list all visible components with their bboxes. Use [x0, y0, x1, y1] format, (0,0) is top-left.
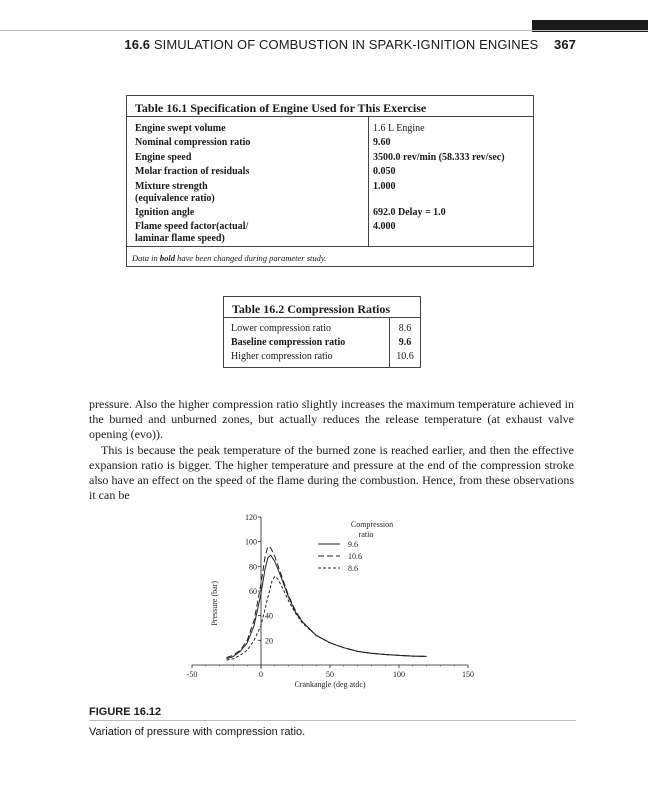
- x-tick-label: 50: [326, 670, 334, 679]
- table1-footnote-bold: bold: [159, 253, 175, 263]
- table1-row-value: 692.0 Delay = 1.0: [373, 207, 446, 218]
- body-text: [89, 397, 574, 503]
- x-axis-label: Crankangle (deg atdc): [294, 680, 366, 689]
- page-number: 367: [554, 37, 576, 52]
- table2-title: Table 16.2 Compression Ratios: [232, 302, 391, 316]
- legend-label: 9.6: [348, 540, 358, 549]
- table1-title: Table 16.1 Specification of Engine Used for This Exercise: [135, 101, 427, 115]
- x-tick-label: 100: [393, 670, 405, 679]
- table1-row-label: Flame speed factor(actual/: [135, 221, 249, 232]
- table1-footnote: [132, 253, 326, 263]
- y-tick-label: 120: [245, 513, 257, 522]
- table1-footnote-suffix: have been changed during parameter study.: [175, 253, 327, 263]
- table1-column-rule: [368, 116, 369, 246]
- legend-title-line2: ratio: [358, 530, 374, 539]
- table1-row-value: 1.000: [373, 181, 396, 192]
- table1-footnote-rule: [127, 246, 533, 247]
- table2-row-label: Baseline compression ratio: [231, 337, 346, 348]
- table1-row-value: 3500.0 rev/min (58.333 rev/sec): [373, 152, 505, 163]
- section-title: SIMULATION OF COMBUSTION IN SPARK-IGNITION ENGINES: [153, 37, 539, 52]
- pressure-chart: [170, 505, 490, 695]
- table2-row-label: Lower compression ratio: [231, 323, 331, 334]
- table2-row-value: 8.6: [398, 323, 412, 334]
- table1-footnote-prefix: Data in: [132, 253, 160, 263]
- figure-caption: Variation of pressure with compression ratio.: [89, 726, 306, 738]
- table1-row-label-cont: (equivalence ratio): [135, 193, 215, 204]
- running-head: [124, 37, 576, 52]
- table1-row-label: Molar fraction of residuals: [135, 166, 250, 177]
- table-compression-ratios: [223, 296, 421, 368]
- table-engine-spec: [126, 95, 534, 267]
- legend-label: 10.6: [348, 552, 362, 561]
- table1-row-value: 4.000: [373, 221, 396, 232]
- y-tick-label: 80: [249, 562, 257, 572]
- table1-row-value: 0.050: [373, 166, 396, 177]
- x-tick-label: -50: [186, 670, 198, 679]
- table1-row-label: Ignition angle: [135, 207, 195, 218]
- figure-label: FIGURE 16.12: [89, 706, 162, 718]
- table2-row-value: 10.6: [396, 351, 414, 362]
- table1-row-label: Mixture strength: [135, 181, 208, 192]
- y-tick-label: 20: [265, 636, 273, 646]
- paragraph: This is because the peak temperature of the burned zone is reached earlier, and then the effective expansion ratio is bigger. The higher temperature and pressure at the end of the compression stroke also have an effect on the speed of the flame during the combustion. Hence, from these observations it can be: [89, 442, 574, 503]
- table1-title-rule: [127, 116, 533, 117]
- y-tick-label: 40: [265, 611, 273, 621]
- table1-row-value: 1.6 L Engine: [373, 123, 425, 134]
- table2-title-rule: [224, 317, 420, 318]
- table1-row-label-cont: laminar flame speed): [135, 233, 225, 244]
- section-number: 16.6: [124, 37, 151, 52]
- header-rule: [0, 30, 648, 31]
- table1-row-value: 9.60: [373, 137, 391, 148]
- x-tick-label: 0: [259, 670, 263, 679]
- paragraph: pressure. Also the higher compression ratio slightly increases the maximum temperature achieved in the burned and unburned zones, but actually reduces the release temperature (at exhaust valve opening (evo)).: [89, 397, 574, 442]
- x-tick-label: 150: [462, 670, 474, 679]
- table2-row-value: 9.6: [398, 337, 412, 348]
- table2-row-label: Higher compression ratio: [231, 351, 333, 362]
- y-axis-label: Pressure (bar): [210, 581, 219, 626]
- chart-axes: [192, 517, 468, 669]
- figure-rule: [89, 720, 576, 721]
- table1-row-label: Engine speed: [135, 152, 192, 163]
- table1-row-label: Engine swept volume: [135, 123, 226, 134]
- legend-label: 8.6: [348, 564, 358, 573]
- chart-labels-layer: [187, 513, 474, 689]
- legend-title: Compression: [350, 520, 394, 529]
- y-tick-label: 60: [249, 587, 257, 596]
- table1-row-label: Nominal compression ratio: [135, 137, 251, 148]
- y-tick-label: 100: [245, 537, 257, 547]
